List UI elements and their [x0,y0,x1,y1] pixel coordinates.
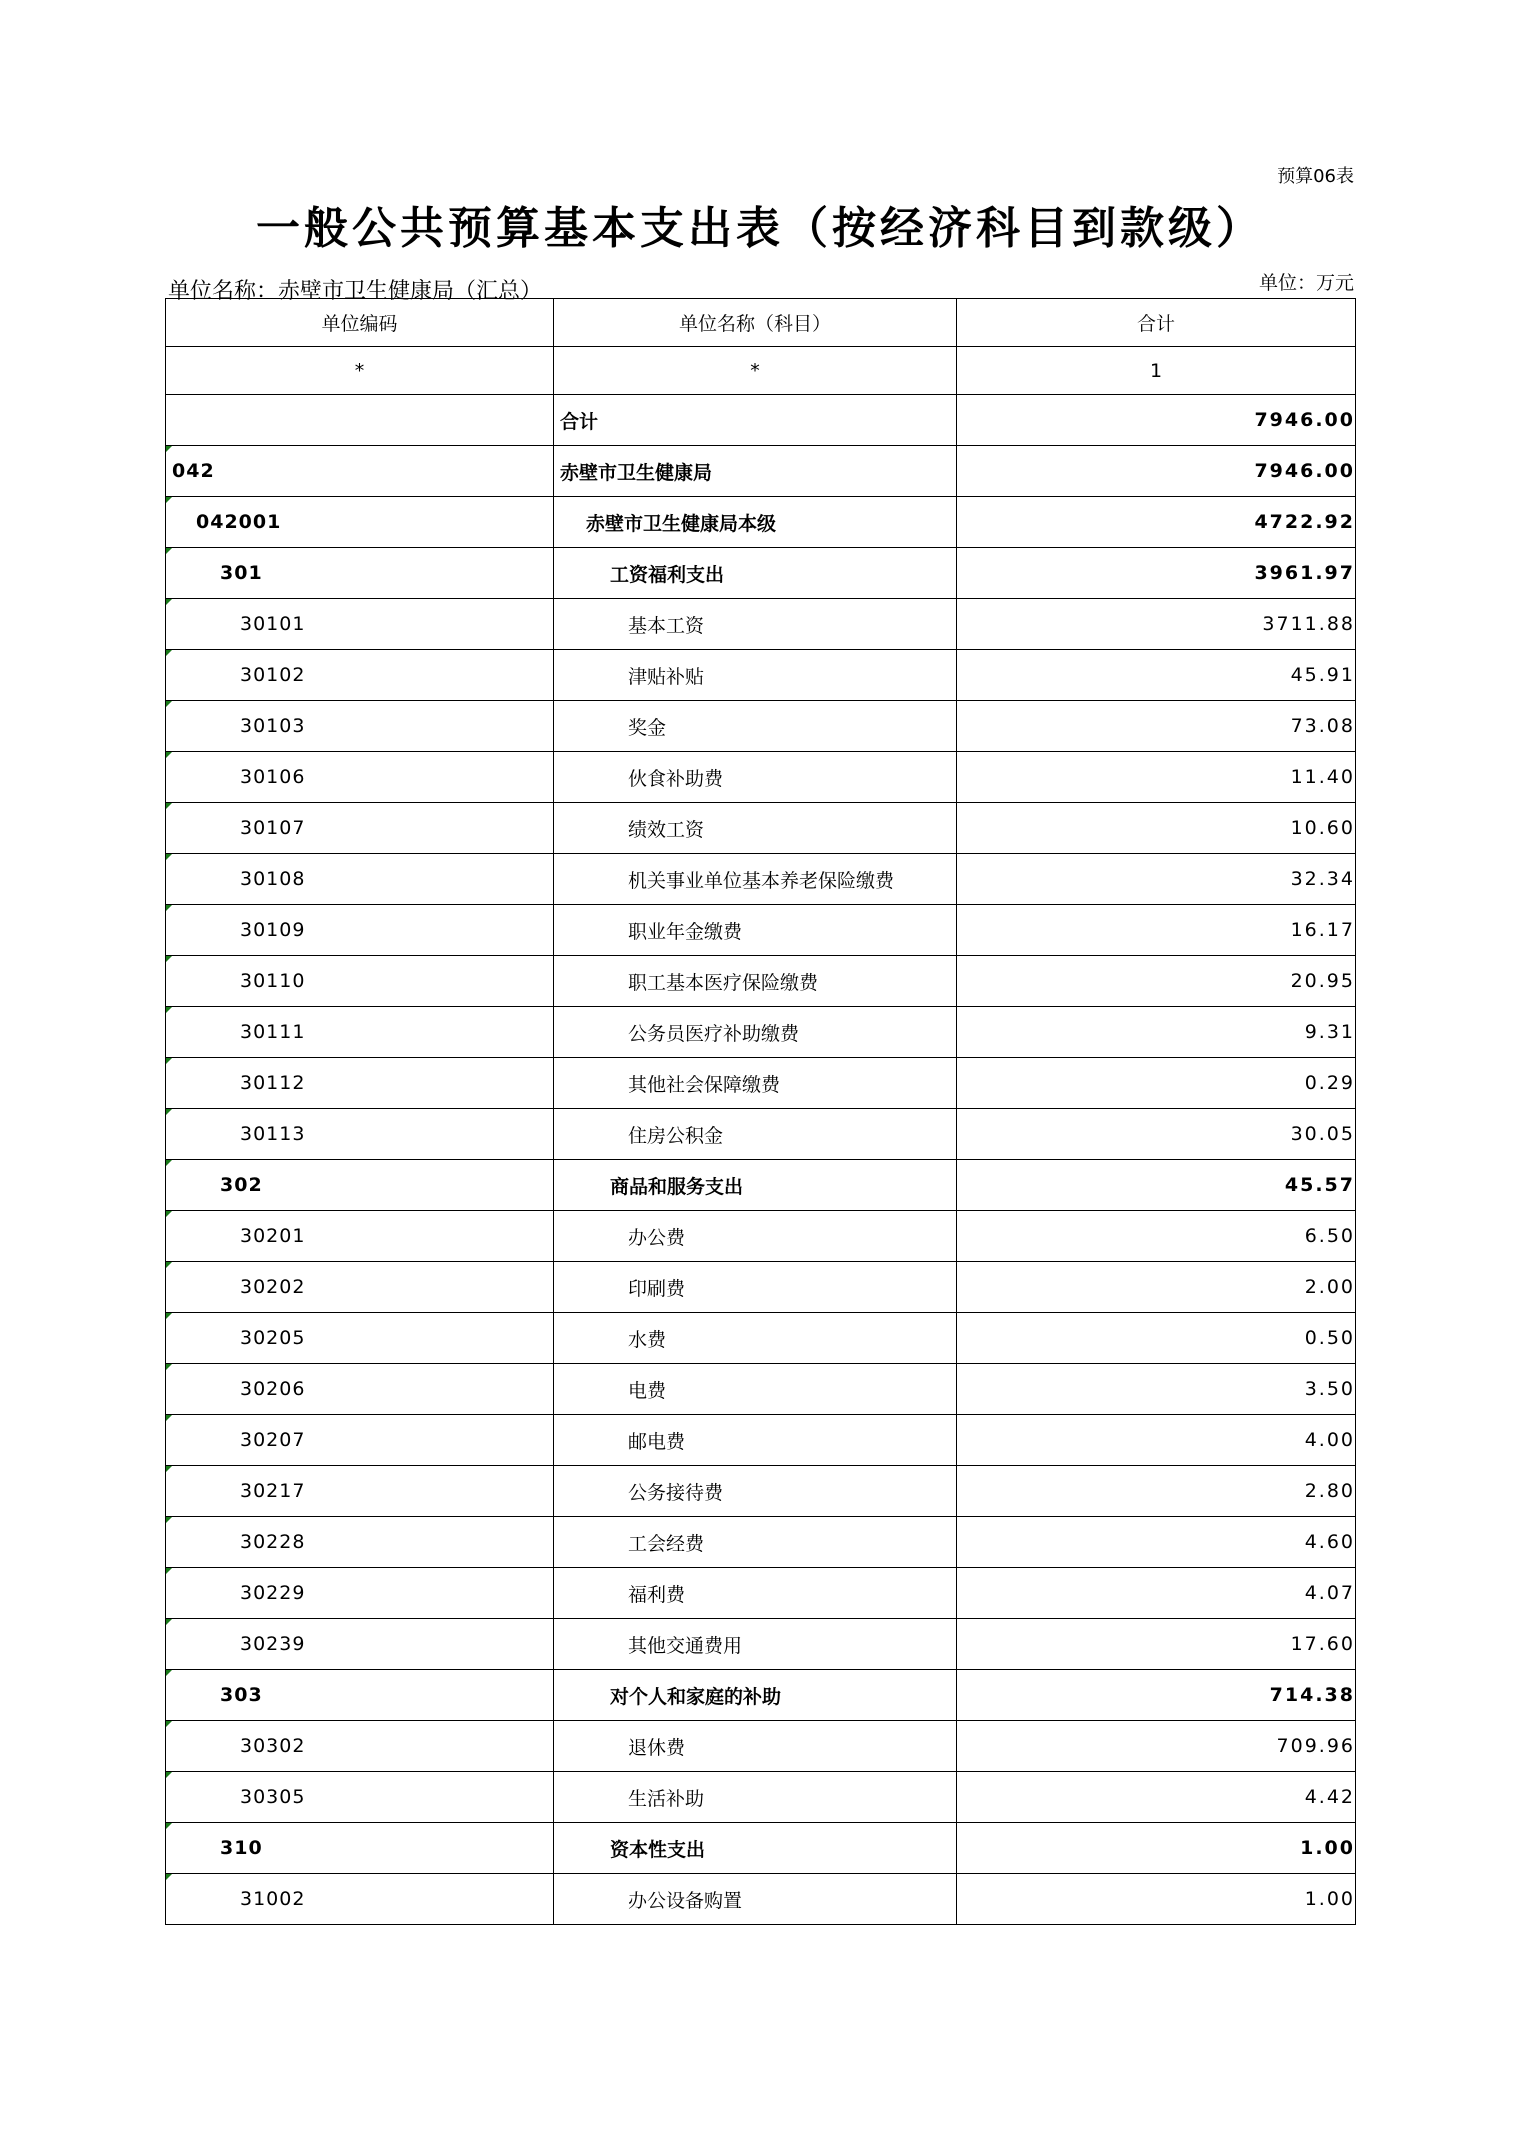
total-amount-cell: 0.50 [957,1313,1356,1364]
budget-table [165,298,1356,1925]
table-row [166,1670,1356,1721]
unit-code-cell [166,599,554,650]
unit-name-cell: 工会经费 [554,1517,957,1568]
unit-code-cell [166,1772,554,1823]
cell-comment-marker-icon [166,1619,172,1625]
unit-name-cell: 伙食补助费 [554,752,957,803]
cell-comment-marker-icon [166,803,172,809]
unit-name-cell: 奖金 [554,701,957,752]
unit-name-cell: 商品和服务支出 [554,1160,957,1211]
total-amount-cell: 4.00 [957,1415,1356,1466]
unit-code-cell [166,1313,554,1364]
cell-comment-marker-icon [166,1466,172,1472]
unit-name-cell: 办公设备购置 [554,1874,957,1925]
unit-name-cell: 电费 [554,1364,957,1415]
unit-name-cell: 津贴补贴 [554,650,957,701]
total-amount-cell: 7946.00 [957,446,1356,497]
total-amount-cell: 3961.97 [957,548,1356,599]
unit-code-text: 042 [172,460,215,482]
budget-table-body [166,395,1356,1925]
unit-code-text: 30112 [240,1072,306,1094]
total-amount-cell: 0.29 [957,1058,1356,1109]
unit-code-cell [166,1211,554,1262]
table-row [166,1211,1356,1262]
index-cell-code: * [166,347,554,395]
header-unit-code: 单位编码 [166,299,554,347]
table-row [166,1364,1356,1415]
unit-code-cell [166,854,554,905]
cell-comment-marker-icon [166,599,172,605]
cell-comment-marker-icon [166,1772,172,1778]
unit-code-cell [166,1262,554,1313]
cell-comment-marker-icon [166,956,172,962]
index-cell-name: * [554,347,957,395]
unit-name-cell: 基本工资 [554,599,957,650]
total-amount-cell: 10.60 [957,803,1356,854]
total-amount-cell: 4.42 [957,1772,1356,1823]
unit-code-cell [166,1823,554,1874]
total-amount-cell: 2.80 [957,1466,1356,1517]
total-amount-cell: 1.00 [957,1874,1356,1925]
table-row [166,1874,1356,1925]
unit-name-cell: 办公费 [554,1211,957,1262]
unit-code-cell [166,905,554,956]
unit-code-cell [166,1619,554,1670]
unit-code-cell [166,1517,554,1568]
total-amount-cell: 3711.88 [957,599,1356,650]
unit-code-cell [166,1568,554,1619]
total-amount-cell: 4.07 [957,1568,1356,1619]
unit-code-cell [166,701,554,752]
table-row [166,1568,1356,1619]
cell-comment-marker-icon [166,497,172,503]
table-row [166,1058,1356,1109]
table-row [166,701,1356,752]
unit-code-cell [166,1466,554,1517]
cell-comment-marker-icon [166,905,172,911]
unit-code-text: 30113 [240,1123,306,1145]
header-unit-name: 单位名称（科目） [554,299,957,347]
currency-unit-label: 单位：万元 [1258,272,1354,294]
total-amount-cell: 6.50 [957,1211,1356,1262]
table-row [166,1823,1356,1874]
total-amount-cell: 20.95 [957,956,1356,1007]
table-row [166,650,1356,701]
unit-name-cell: 赤壁市卫生健康局本级 [554,497,957,548]
page-title: 一般公共预算基本支出表（按经济科目到款级） [256,203,1264,254]
cell-comment-marker-icon [166,1262,172,1268]
unit-code-text: 30111 [240,1021,306,1043]
cell-comment-marker-icon [166,1007,172,1013]
table-row [166,1772,1356,1823]
unit-code-text: 30107 [240,817,306,839]
unit-code-text: 30207 [240,1429,306,1451]
cell-comment-marker-icon [166,1874,172,1880]
table-row [166,599,1356,650]
unit-code-cell [166,1058,554,1109]
total-amount-cell: 1.00 [957,1823,1356,1874]
unit-code-text: 30201 [240,1225,306,1247]
cell-comment-marker-icon [166,1670,172,1676]
cell-comment-marker-icon [166,1313,172,1319]
unit-name-cell: 生活补助 [554,1772,957,1823]
table-row [166,1466,1356,1517]
unit-name-cell: 福利费 [554,1568,957,1619]
unit-code-text: 30109 [240,919,306,941]
unit-code-text: 302 [220,1174,263,1196]
unit-name-cell: 邮电费 [554,1415,957,1466]
unit-code-cell [166,1160,554,1211]
unit-code-text: 30101 [240,613,306,635]
unit-name-cell: 水费 [554,1313,957,1364]
unit-name-cell: 资本性支出 [554,1823,957,1874]
unit-name-cell: 退休费 [554,1721,957,1772]
header-total: 合计 [957,299,1356,347]
unit-name-cell: 其他交通费用 [554,1619,957,1670]
total-amount-cell: 4.60 [957,1517,1356,1568]
unit-code-text: 30110 [240,970,306,992]
total-amount-cell: 2.00 [957,1262,1356,1313]
unit-name-cell: 赤壁市卫生健康局 [554,446,957,497]
unit-code-text: 30228 [240,1531,306,1553]
cell-comment-marker-icon [166,1364,172,1370]
unit-name-label: 单位名称：赤壁市卫生健康局（汇总） [168,279,543,304]
table-row [166,854,1356,905]
total-amount-cell: 73.08 [957,701,1356,752]
unit-code-text: 042001 [196,511,282,533]
table-row [166,905,1356,956]
total-amount-cell: 16.17 [957,905,1356,956]
unit-code-cell [166,395,554,446]
total-amount-cell: 9.31 [957,1007,1356,1058]
table-row [166,1109,1356,1160]
cell-comment-marker-icon [166,1823,172,1829]
cell-comment-marker-icon [166,1211,172,1217]
total-amount-cell: 45.91 [957,650,1356,701]
unit-code-cell [166,1721,554,1772]
cell-comment-marker-icon [166,1415,172,1421]
unit-code-cell [166,446,554,497]
unit-code-text: 310 [220,1837,263,1859]
table-row [166,1313,1356,1364]
unit-code-cell [166,803,554,854]
unit-code-text: 30202 [240,1276,306,1298]
unit-code-text: 30205 [240,1327,306,1349]
table-row [166,752,1356,803]
unit-name-cell: 绩效工资 [554,803,957,854]
table-row [166,1415,1356,1466]
unit-code-text: 30103 [240,715,306,737]
unit-name-cell: 公务接待费 [554,1466,957,1517]
unit-name-cell: 公务员医疗补助缴费 [554,1007,957,1058]
cell-comment-marker-icon [166,446,172,452]
cell-comment-marker-icon [166,1517,172,1523]
table-row [166,1007,1356,1058]
table-row [166,395,1356,446]
cell-comment-marker-icon [166,650,172,656]
unit-code-cell [166,497,554,548]
total-amount-cell: 11.40 [957,752,1356,803]
unit-code-cell [166,1364,554,1415]
cell-comment-marker-icon [166,854,172,860]
unit-name-cell: 工资福利支出 [554,548,957,599]
total-amount-cell: 30.05 [957,1109,1356,1160]
cell-comment-marker-icon [166,1109,172,1115]
total-amount-cell: 3.50 [957,1364,1356,1415]
table-row [166,1160,1356,1211]
total-amount-cell: 709.96 [957,1721,1356,1772]
index-row [166,347,1356,395]
unit-name-cell: 合计 [554,395,957,446]
total-amount-cell: 17.60 [957,1619,1356,1670]
unit-code-cell [166,956,554,1007]
cell-comment-marker-icon [166,1058,172,1064]
index-cell-total: 1 [957,347,1356,395]
total-amount-cell: 45.57 [957,1160,1356,1211]
unit-code-text: 30302 [240,1735,306,1757]
cell-comment-marker-icon [166,1568,172,1574]
cell-comment-marker-icon [166,752,172,758]
total-amount-cell: 4722.92 [957,497,1356,548]
unit-code-text: 30106 [240,766,306,788]
unit-name-cell: 对个人和家庭的补助 [554,1670,957,1721]
total-amount-cell: 7946.00 [957,395,1356,446]
unit-code-text: 30305 [240,1786,306,1808]
table-row [166,1721,1356,1772]
unit-name-cell: 职业年金缴费 [554,905,957,956]
unit-code-cell [166,752,554,803]
table-row [166,548,1356,599]
unit-name-cell: 住房公积金 [554,1109,957,1160]
table-row [166,956,1356,1007]
table-row [166,1262,1356,1313]
table-row [166,1619,1356,1670]
unit-name-cell: 其他社会保障缴费 [554,1058,957,1109]
unit-code-cell [166,1007,554,1058]
unit-code-cell [166,548,554,599]
unit-code-text: 30108 [240,868,306,890]
unit-code-cell [166,650,554,701]
cell-comment-marker-icon [166,701,172,707]
total-amount-cell: 714.38 [957,1670,1356,1721]
header-row [166,299,1356,347]
unit-code-cell [166,1109,554,1160]
unit-code-cell [166,1415,554,1466]
table-row [166,446,1356,497]
unit-code-text: 303 [220,1684,263,1706]
table-row [166,497,1356,548]
unit-name-cell: 机关事业单位基本养老保险缴费 [554,854,957,905]
total-amount-cell: 32.34 [957,854,1356,905]
unit-code-text: 30239 [240,1633,306,1655]
unit-code-text: 301 [220,562,263,584]
unit-code-cell [166,1670,554,1721]
unit-name-cell: 职工基本医疗保险缴费 [554,956,957,1007]
cell-comment-marker-icon [166,1721,172,1727]
unit-code-text: 30102 [240,664,306,686]
unit-code-cell [166,1874,554,1925]
unit-code-text: 30229 [240,1582,306,1604]
form-number: 预算06表 [1277,166,1354,187]
unit-code-text: 30206 [240,1378,306,1400]
unit-code-text: 30217 [240,1480,306,1502]
unit-name-cell: 印刷费 [554,1262,957,1313]
table-row [166,803,1356,854]
unit-code-text: 31002 [240,1888,306,1910]
cell-comment-marker-icon [166,1160,172,1166]
table-row [166,1517,1356,1568]
cell-comment-marker-icon [166,548,172,554]
